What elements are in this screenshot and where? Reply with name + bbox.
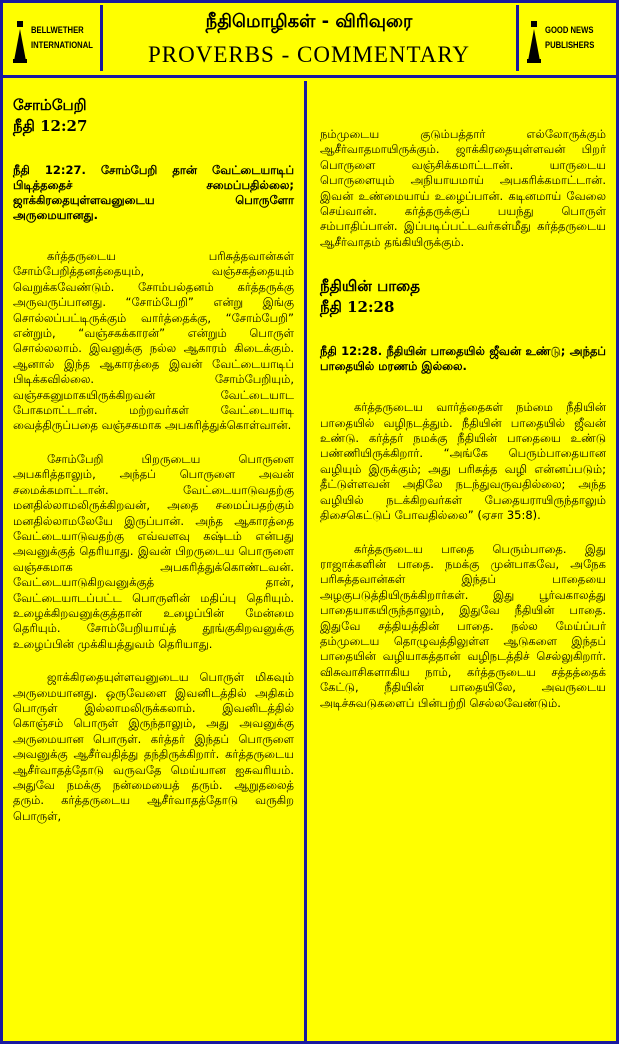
left-heading-topic: சோம்பேறி (13, 96, 87, 114)
right-paragraph-3: கர்த்தருடைய பாதை பெரும்பாதை. இது ராஜாக்களின் பாதை. நமக்கு முன்பாகவே, அநேக பரிசுத்தவான்கள் இந்தப் பாதையை அழகுபடுத்தியிருக்கிறார்கள். இது பூர்வகாலத்து பாதையாகயிருந்தாலும், இதுவே நீதியின் பாதை. இதுவே சத்தியத்தின் பாதை. நல்ல மேய்ப்பர் தம்முடைய தொழுவத்திலுள்ள ஆடுகளை இந்தப் பாதையின் வழியாகத்தான் வழிநடத்திச் செல்லுகிறார். விசுவாசிகளாகிய நாம், கர்த்தருடைய சத்தத்தைக் கேட்டு, நீதியின் பாதையிலே, அவருடைய அடிச்சுவடுகளைப் பின்பற்றி செல்லவேண்டும். (320, 541, 606, 710)
right-heading-reference: நீதி 12:28 (320, 298, 395, 317)
bellwether-logo-text: BELLWETHER INTERNATIONAL (31, 25, 93, 50)
left-column (3, 81, 307, 1041)
left-paragraph-2: சோம்பேறி பிறருடைய பொருளை அபகரித்தாலும், அந்தப் பொருளை அவன் சமைக்கமாட்டான். வேட்டையாடுவதற்கு மனதில்லாமலிருக்கிறவன், அதை சமைப்பதற்கும் மனதில்லாமலேயே இருப்பான். அந்த ஆகாரத்தை வேட்டையாடுவதற்கு எவ்வளவு கஷ்டம் என்பது அவனுக்குத் தெரியாது. இவன் பிறருடைய பொருளை வஞ்சகமாக அபகரித்துக்கொண்டவன். வேட்டையாடுகிறவனுக்குத் தான், வேட்டையாடப்பட்ட பொருளின் மதிப்பு தெரியும். உழைக்கிறவனுக்குத்தான் உழைப்பின் மேன்மை தெரியும். சோம்பேறியாய்த் தூங்குகிறவனுக்கு உழைப்பின் முக்கியத்துவம் தெரியாது. (13, 451, 294, 651)
title-english: PROVERBS - COMMENTARY (147, 42, 471, 67)
left-paragraph-3: ஜாக்கிரதையுள்ளவனுடைய பொருள் மிகவும் அருமையானது. ஒருவேளை இவனிடத்தில் அதிகம் பொருள் இல்லாமலிருக்கலாம். இவனிடத்தில் கொஞ்சம் பொருள் இருந்தாலும், அது அவனுக்கு அருமையான பொருள். கர்த்தர் இந்தப் பொருளை அவனுக்கு ஆசீர்வதித்து தந்திருக்கிறார். கர்த்தருடைய ஆசீர்வாதத்தோடு வருவதே மெய்யான ஐசுவரியம். அதுவே நமக்கு நன்மையைத் தரும். ஆறுதலைத் தரும். கர்த்தருடைய ஆசீர்வாதத்தோடு வருகிற பொருள், (13, 670, 294, 823)
left-heading-reference: நீதி 12:27 (13, 117, 88, 135)
good-news-logo (516, 5, 614, 71)
bellwether-icon (13, 19, 27, 63)
header (3, 3, 616, 78)
verse-12-27: நீதி 12:27. சோம்பேறி தான் வேட்டையாடிப் பிடித்ததைச் சமைப்பதில்லை; ஜாக்கிரதையுள்ளவனுடைய பொருளோ அருமையானது. (13, 163, 294, 222)
right-heading-topic: நீதியின் பாதை (320, 277, 421, 296)
right-paragraph-1: நம்முடைய குடும்பத்தார் எல்லோருக்கும் ஆசீர்வாதமாயிருக்கும். ஜாக்கிரதையுள்ளவன் பிறர் பொருளை வஞ்சிக்கமாட்டான். யாருடைய பொருளையும் அநியாயமாய் அபகரிக்கமாட்டான். இவன் உண்மையாய் உழைப்பான். கடினமாய் வேலை செய்வான். கர்த்தருக்குப் பயந்து பொருள் சம்பாதிப்பான். இப்படிப்பட்டவர்கள்மீது கர்த்தருடைய ஆசீர்வாதம் தங்கியிருக்கும். (320, 127, 606, 249)
page (3, 3, 616, 1041)
left-paragraph-1: கர்த்தருடைய பரிசுத்தவான்கள் சோம்பேறித்தனத்தையும், வஞ்சகத்தையும் வெறுக்கவேண்டும். சோம்பல்தனம் கர்த்தருக்கு அருவருப்பானது. “சோம்பேறி” என்று இங்கு சொல்லப்பட்டிருக்கும் வார்த்தைக்கு, “சோம்பேறி” என்றும், “வஞ்சகக்காரன்” என்றும் பொருள் சொல்லலாம். இவனுக்கு நல்ல ஆகாரம் கிடைக்கும். ஆனால் இந்த ஆகாரத்தை இவன் வேட்டையாடிப் பிடிக்கவில்லை. சோம்பேறியும், வஞ்சகனுமாகயிருக்கிறவன் வேட்டையாட போகமாட்டான். மற்றவர்கள் வேட்டையாடி வைத்திருப்பதை வஞ்சகமாக அபகரித்துக்கொள்வான். (13, 249, 294, 433)
good-news-icon (527, 19, 541, 63)
title (103, 3, 515, 75)
right-paragraph-2: கர்த்தருடைய வார்த்தைகள் நம்மை நீதியின் பாதையில் வழிநடத்தும். நீதியின் பாதையில் ஜீவன் உண்டு. கர்த்தர் நமக்கு நீதியின் பாதையை உண்டு பண்ணியிருக்கிறார். “அங்கே பெரும்பாதையான வழியும் இருக்கும்; அது பரிசுத்த வழி என்னப்படும்; தீட்டுள்ளவன் அதிலே நடந்துவருவதில்லை; அந்த வழியில் நடக்கிறவர்கள் பேதையராயிருந்தாலும் திசைகெட்டுப் போவதில்லை” (ஏசா 35:8). (320, 400, 606, 523)
good-news-logo-text: GOOD NEWS PUBLISHERS (545, 25, 595, 50)
verse-12-28: நீதி 12:28. நீதியின் பாதையில் ஜீவன் உண்டு; அந்தப் பாதையில் மரணம் இல்லை. (320, 344, 606, 374)
bellwether-logo (5, 5, 103, 71)
title-tamil: நீதிமொழிகள் - விரிவுரை (205, 11, 413, 32)
right-column (310, 81, 616, 1041)
